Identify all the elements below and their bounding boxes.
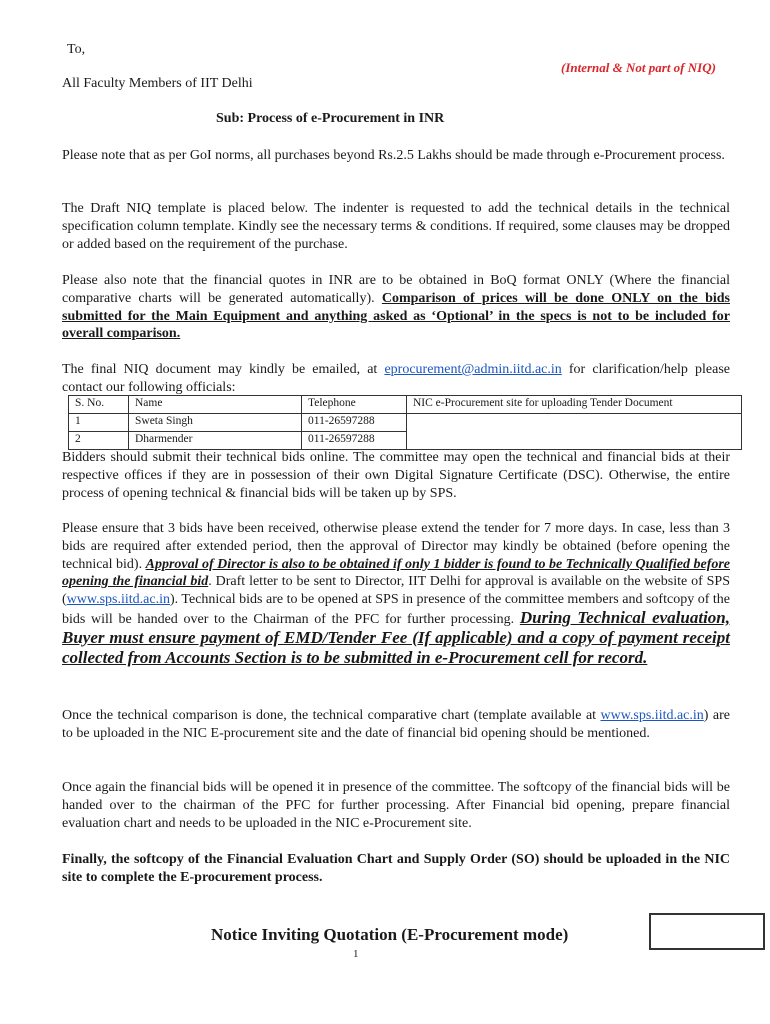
paragraph-financial-bids: Once again the financial bids will be opened it in presence of the committee. The softcopy of the financial bids will be handed over to the chairman of the PFC for further processing. After Financial bid opening, prepare financial evaluation chart and needs to be uploaded in the NIC e-Procurement site. <box>62 780 730 831</box>
table-header-row <box>69 396 742 414</box>
technical-comparison-end: ) are to be uploaded in the NIC E-procurement site and the date of financial bid opening should be mentioned. <box>62 708 730 741</box>
row1-telephone: 011-26597288 <box>302 414 407 432</box>
officials-table <box>68 395 742 450</box>
row1-sno: 1 <box>69 414 129 432</box>
header-telephone: Telephone <box>302 396 407 414</box>
sps-template-link[interactable]: www.sps.iitd.ac.in <box>600 708 704 723</box>
paragraph-final-upload: Finally, the softcopy of the Financial Evaluation Chart and Supply Order (SO) should be uploaded in the NIC site to complete the E-procurement process. <box>62 852 730 885</box>
contact-text-end: for clarification/help please contact our following officials: <box>62 362 731 395</box>
row1-name: Sweta Singh <box>129 414 302 432</box>
reference-box <box>649 913 765 950</box>
paragraph-financial-quotes <box>62 272 730 343</box>
financial-quotes-text: Please also note that the financial quotes in INR are to be obtained in BoQ format ONLY (Where the financial comparative charts will be generated automatically). <box>62 273 730 306</box>
table-row <box>69 414 742 432</box>
salutation: To, <box>67 42 86 57</box>
header-nic-site: NIC e-Procurement site for uploading Tender Document <box>407 396 742 414</box>
director-approval-note: Approval of Director is also to be obtained if only 1 bidder is found to be Technically Qualified before opening the financial bid <box>62 556 731 590</box>
bids-text-start: Please ensure that 3 bids have been received, otherwise please extend the tender for 7 more days. In case, less than 3 bids are required after extended period, then the approval of Director may kindly be obtained (before opening the technical bid). <box>62 521 730 572</box>
paragraph-draft-niq: The Draft NIQ template is placed below. The indenter is requested to add the technical details in the technical specification column template. Kindly see the necessary terms & conditions. If required, some clauses may be dropped or added based on the requirement of the purchase. <box>62 201 730 252</box>
page-number: 1 <box>353 948 359 960</box>
draft-letter-text: . Draft letter to be sent to Director, IIT Delhi for approval is available on the website of SPS ( <box>62 574 730 608</box>
technical-bids-text: ). Technical bids are to be opened at SPS in presence of the committee members and softcopy of the bids will be handed over to the Chairman of the PFC for further processing. <box>62 592 730 627</box>
header-name: Name <box>129 396 302 414</box>
nic-site-cell <box>407 414 742 450</box>
comparison-note: Comparison of prices will be done ONLY on the bids submitted for the Main Equipment and anything asked as ‘Optional’ in the specs is not to be included for overall comparison. <box>62 290 730 342</box>
email-link[interactable]: eprocurement@admin.iitd.ac.in <box>384 362 562 377</box>
technical-comparison-start: Once the technical comparison is done, the technical comparative chart (template available at <box>62 708 597 723</box>
paragraph-technical-comparison <box>62 707 730 743</box>
addressee: All Faculty Members of IIT Delhi <box>62 76 253 91</box>
sps-website-link[interactable]: www.sps.iitd.ac.in <box>66 592 170 608</box>
paragraph-bid-submission: Bidders should submit their technical bids online. The committee may open the technical and financial bids at their respective offices if they are in possession of their own Digital Signature Certificate (DSC). Otherwise, the entire process of opening technical & financial bids will be taken up by SPS. <box>62 450 730 501</box>
paragraph-bid-requirements <box>62 520 730 668</box>
row2-sno: 2 <box>69 432 129 450</box>
paragraph-eprocurement-norms: Please note that as per GoI norms, all purchases beyond Rs.2.5 Lakhs should be made through e-Procurement process. <box>62 148 725 163</box>
row2-telephone: 011-26597288 <box>302 432 407 450</box>
niq-title: Notice Inviting Quotation (E-Procurement mode) <box>211 925 569 944</box>
contact-text-start: The final NIQ document may kindly be emailed, at <box>62 362 378 377</box>
subject-line: Sub: Process of e-Procurement in INR <box>216 111 445 126</box>
row2-name: Dharmender <box>129 432 302 450</box>
emd-payment-note: During Technical evaluation, Buyer must ensure payment of EMD/Tender Fee (If applicable) and a copy of payment receipt collected from Accounts Section is to be submitted in e-Procurement cell for record. <box>62 607 730 667</box>
header-sno: S. No. <box>69 396 129 414</box>
paragraph-contact <box>62 361 730 397</box>
internal-note: (Internal & Not part of NIQ) <box>561 60 716 75</box>
